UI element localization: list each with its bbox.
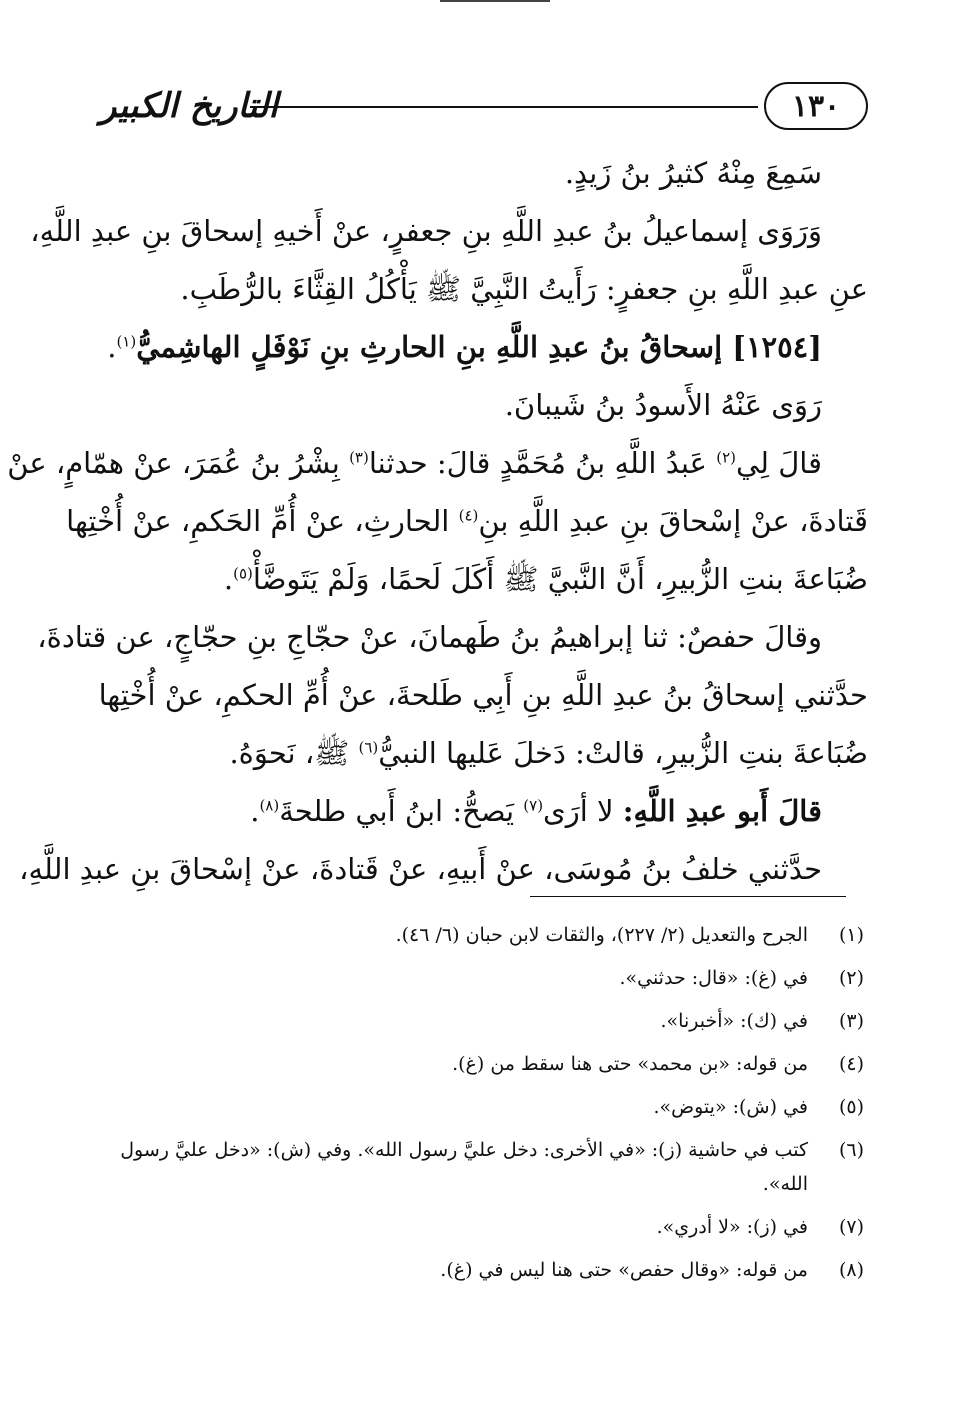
footnote-item	[100, 1004, 868, 1038]
footnote-ref: (٧)	[523, 796, 544, 815]
text-line	[100, 144, 868, 202]
text-span: قالَ لِي	[736, 446, 822, 480]
text-span: بِشْرُ بنُ عُمَرَ، عنْ همّامٍ، عنْ	[7, 446, 350, 480]
text-line	[7, 434, 868, 492]
footnote-number: (٤)	[838, 1053, 864, 1075]
footnote-text: في (ز): «لا أدري».	[656, 1216, 808, 1238]
text-span: يَصحُّ: ابنُ أَبي طلحةَ	[279, 794, 524, 828]
footnote-number: (٥)	[838, 1096, 864, 1118]
text-line	[100, 376, 868, 434]
footnote-number: (٨)	[838, 1259, 864, 1281]
text-span: قَتادةَ، عنْ إسْحاقَ بنِ عبدِ اللَّهِ بنِ	[478, 504, 868, 538]
footnote-item	[100, 1253, 868, 1287]
footnote-number: (٢)	[838, 967, 864, 989]
text-span: ﷺ، نَحوَهُ.	[229, 736, 359, 770]
footnote-text: في (ك): «أخبرنا».	[660, 1010, 808, 1032]
entry-heading-1254	[100, 318, 868, 376]
footnote-item	[100, 918, 868, 952]
text-span: الحارثِ، عنْ أُمِّ الحَكمِ، عنْ أُخْتِها	[66, 504, 459, 538]
footnote-ref: (٣)	[349, 448, 369, 467]
footnote-item	[100, 1133, 868, 1201]
footnote-text: من قوله: «وقال حفص» حتى هنا ليس في (غ).	[440, 1259, 808, 1281]
text-line	[100, 260, 868, 318]
footnote-number: (٧)	[838, 1216, 864, 1238]
text-line	[100, 724, 868, 782]
footnote-ref: (٥)	[233, 564, 253, 583]
footnote-ref: (٨)	[259, 796, 280, 815]
main-text	[7, 144, 868, 898]
footnote-number: (١)	[838, 924, 864, 946]
footnote-item	[100, 1210, 868, 1244]
text-line	[19, 840, 868, 898]
footnote-number: (٣)	[838, 1010, 864, 1032]
text-span: سَمِعَ مِنْهُ كثيرُ بنُ زَيدٍ.	[564, 156, 822, 190]
footnote-text: في (غ): «قال: حدثني».	[619, 967, 808, 989]
header-rule	[250, 106, 758, 108]
text-span: لا أرَى	[543, 794, 623, 828]
text-line	[100, 782, 868, 840]
text-span: وَرَوَى إسماعيلُ بنُ عبدِ اللَّهِ بنِ جعفرٍ، عنْ أَخيهِ إسحاقَ بنِ عبدِ اللَّهِ،	[30, 214, 822, 248]
text-span: .	[250, 794, 260, 828]
text-span: عنِ عبدِ اللَّهِ بنِ جعفرٍ: رَأَيتُ النَّبِيَّ ﷺ يَأْكُلُ القِثَّاءَ بالرُّطَبِ.	[180, 272, 868, 306]
text-span: ضُبَاعةَ بنتِ الزُّبيرِ، أَنَّ النَّبيَّ ﷺ أَكَلَ لَحمًا، وَلَمْ يَتَوضَّأْ	[252, 562, 868, 596]
footnote-text: كتب في حاشية (ز): «في الأخرى: دخل عليَّ رسول الله». وفي (ش): «دخل عليَّ رسول الله».	[120, 1139, 808, 1195]
footnote-text: من قوله: «بن محمد» حتى هنا سقط من (غ).	[452, 1053, 808, 1075]
footnote-ref: (٦)	[358, 738, 379, 757]
footnote-item	[100, 1090, 868, 1124]
footnote-ref: (١)	[116, 332, 137, 351]
entry-title: [١٢٥٤] إسحاقُ بنُ عبدِ اللَّهِ بنِ الحارثِ بنِ نَوْفَلٍ الهاشِميُّ	[136, 330, 822, 364]
text-span: ضُبَاعةَ بنتِ الزُّبيرِ، قالتْ: دَخلَ عَليها النبيُّ	[378, 736, 868, 770]
footnote-ref: (٢)	[716, 448, 736, 467]
footnote-text: الجرح والتعديل (٢/ ٢٢٧)، والثقات لابن حبان (٦/ ٤٦).	[395, 924, 808, 946]
text-span: حدَّثني إسحاقُ بنُ عبدِ اللَّهِ بنِ أَبِي طَلحةَ، عنْ أُمِّ الحكمِ، عنْ أُخْتِها	[98, 678, 868, 712]
text-line	[66, 492, 868, 550]
footnotes	[100, 918, 868, 1296]
top-scan-mark	[440, 0, 550, 2]
footnote-text: في (ش): «يتوض».	[653, 1096, 808, 1118]
text-span: .	[107, 330, 117, 364]
footnote-item	[100, 961, 868, 995]
footnote-ref: (٤)	[458, 506, 479, 525]
text-line	[100, 550, 868, 608]
text-span: .	[223, 562, 234, 596]
page-number: ١٣٠	[764, 82, 868, 130]
text-line	[100, 666, 868, 724]
text-span: وقالَ حفصٌ: ثنا إبراهيمُ بنُ طَهمانَ، عنْ حجّاجِ بنِ حجّاجٍ، عن قتادةَ،	[37, 620, 822, 654]
text-span: عَبدُ اللَّهِ بنُ مُحَمَّدٍ قالَ: حدثنا	[368, 446, 717, 480]
text-span: رَوَى عَنْهُ الأَسودُ بنُ شَيبانَ.	[504, 388, 822, 422]
footnote-item	[100, 1047, 868, 1081]
speaker-label: قالَ أَبو عبدِ اللَّهِ:	[622, 794, 822, 828]
book-title: التاريخ الكبير	[100, 86, 278, 126]
footnote-number: (٦)	[838, 1139, 864, 1161]
text-line	[30, 202, 868, 260]
text-span: حدَّثني خلفُ بنُ مُوسَى، عنْ أَبيهِ، عنْ قَتادةَ، عنْ إسْحاقَ بنِ عبدِ اللَّهِ،	[19, 852, 822, 886]
page-header	[100, 82, 868, 134]
text-line	[37, 608, 868, 666]
footnote-separator	[530, 896, 846, 897]
